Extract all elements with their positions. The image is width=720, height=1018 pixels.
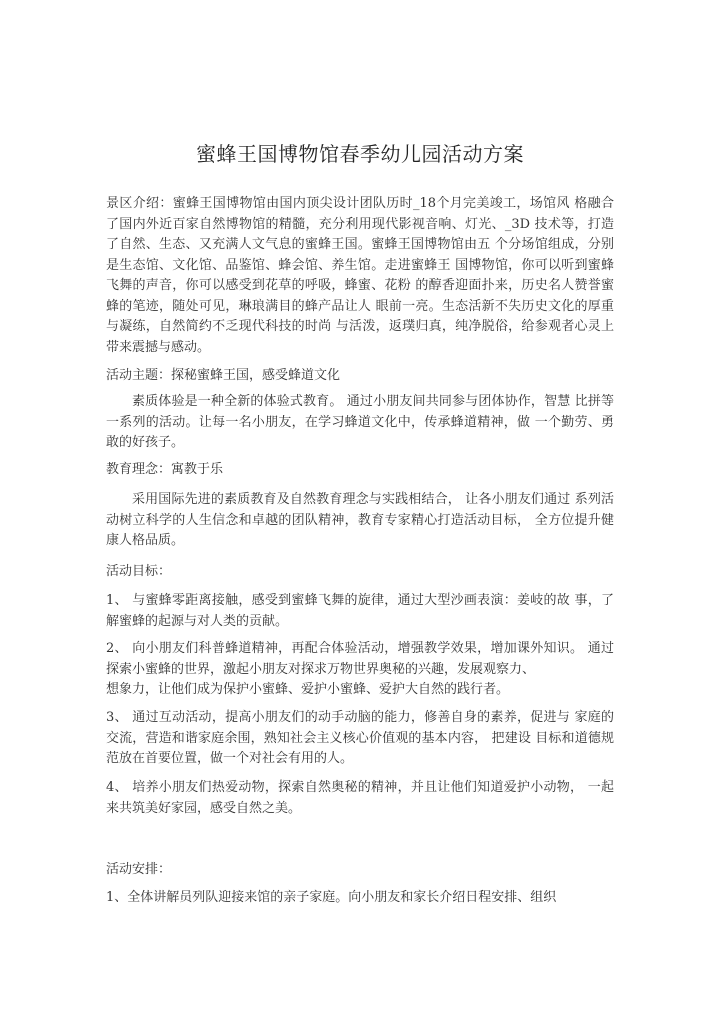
theme-body: 素质体验是一种全新的体验式教育。 通过小朋友间共同参与团体协作，智慧 比拼等一系列的活动。让每一名小朋友，在学习蜂道文化中，传承蜂道精神，做 一个勤劳、勇敢的好孩子。 [106, 394, 614, 450]
goals-label: 活动目标： [106, 564, 172, 579]
arrange-heading [106, 860, 614, 881]
goal-text: 4、 培养小朋友们热爱动物，探索自然奥秘的精神，并且让他们知道爱护小动物， 一起来共筑美好家园，感受自然之美。 [106, 780, 614, 816]
goal-text: 2、 向小朋友们科普蜂道精神，再配合体验活动，增强教学效果，增加课外知识。 通过探索小蜜蜂的世界，激起小朋友对探求万物世界奥秘的兴趣，发展观察力、 [106, 641, 614, 677]
concept-body: 采用国际先进的素质教育及自然教育理念与实践相结合， 让各小朋友们通过 系列活动树立科学的人生信念和卓越的团队精神，教育专家精心打造活动目标， 全方位提升健康人格品质。 [106, 492, 614, 548]
theme-heading [106, 366, 614, 387]
goals-heading [106, 562, 614, 583]
intro-paragraph [106, 194, 614, 358]
goal-item-2 [106, 639, 614, 680]
theme-label: 活动主题：探秘蜜蜂王国，感受蜂道文化 [106, 368, 341, 383]
concept-label: 教育理念：寓教于乐 [106, 462, 224, 477]
goal-item-1 [106, 591, 614, 632]
goal-text: 3、 通过互动活动，提高小朋友们的动手动脑的能力，修善自身的素养，促进与 家庭的交流，营造和谐家庭余围，熟知社会主义核心价值观的基本内容， 把建设 目标和道德规范放在首要位置，做一个对社会有用的人。 [106, 710, 614, 766]
goal-item-2-continued [106, 680, 614, 701]
goal-item-3 [106, 708, 614, 770]
goal-text: 想象力，让他们成为保护小蜜蜂、爱护小蜜蜂、爱护大自然的践行者。 [106, 682, 510, 697]
concept-paragraph [106, 490, 614, 552]
arrange-item-1 [106, 888, 614, 909]
theme-paragraph [106, 392, 614, 454]
intro-text: 景区介绍：蜜蜂王国博物馆由国内顶尖设计团队历时_18个月完美竣工，场馆风 格融合了国内外近百家自然博物馆的精髓，充分利用现代影视音响、灯光、_3D 技术等，打造了自然、生态、又充满人文气息的蜜蜂王国。蜜蜂王国博物馆由五 个分场馆组成，分别是生态馆、文化馆、品鉴馆、蜂会馆、养生馆。走进蜜蜂王 国博物馆，你可以听到蜜蜂飞舞的声音，你可以感受到花草的呼吸，蜂蜜、花粉 的醇香迎面扑来，历史名人赞誉蜜蜂的笔迹，随处可见，琳琅满目的蜂产品让人 眼前一亮。生态活新不失历史文化的厚重与凝练，自然简约不乏现代科技的时尚 与活泼，返璞归真，纯净脱俗，给参观者心灵上带来震撼与感动。 [106, 196, 614, 355]
goal-text: 1、 与蜜蜂零距离接触，感受到蜜蜂飞舞的旋律，通过大型沙画表演：姜岐的故 事，了解蜜蜂的起源与对人类的贡献。 [106, 593, 614, 629]
concept-heading [106, 460, 614, 481]
arrange-text: 1、全体讲解员列队迎接来馆的亲子家庭。向小朋友和家长介绍日程安排、组织 [106, 890, 557, 905]
goal-item-4 [106, 778, 614, 819]
page-title: 蜜蜂王国博物馆春季幼儿园活动方案 [196, 142, 524, 166]
arrange-label: 活动安排： [106, 862, 172, 877]
